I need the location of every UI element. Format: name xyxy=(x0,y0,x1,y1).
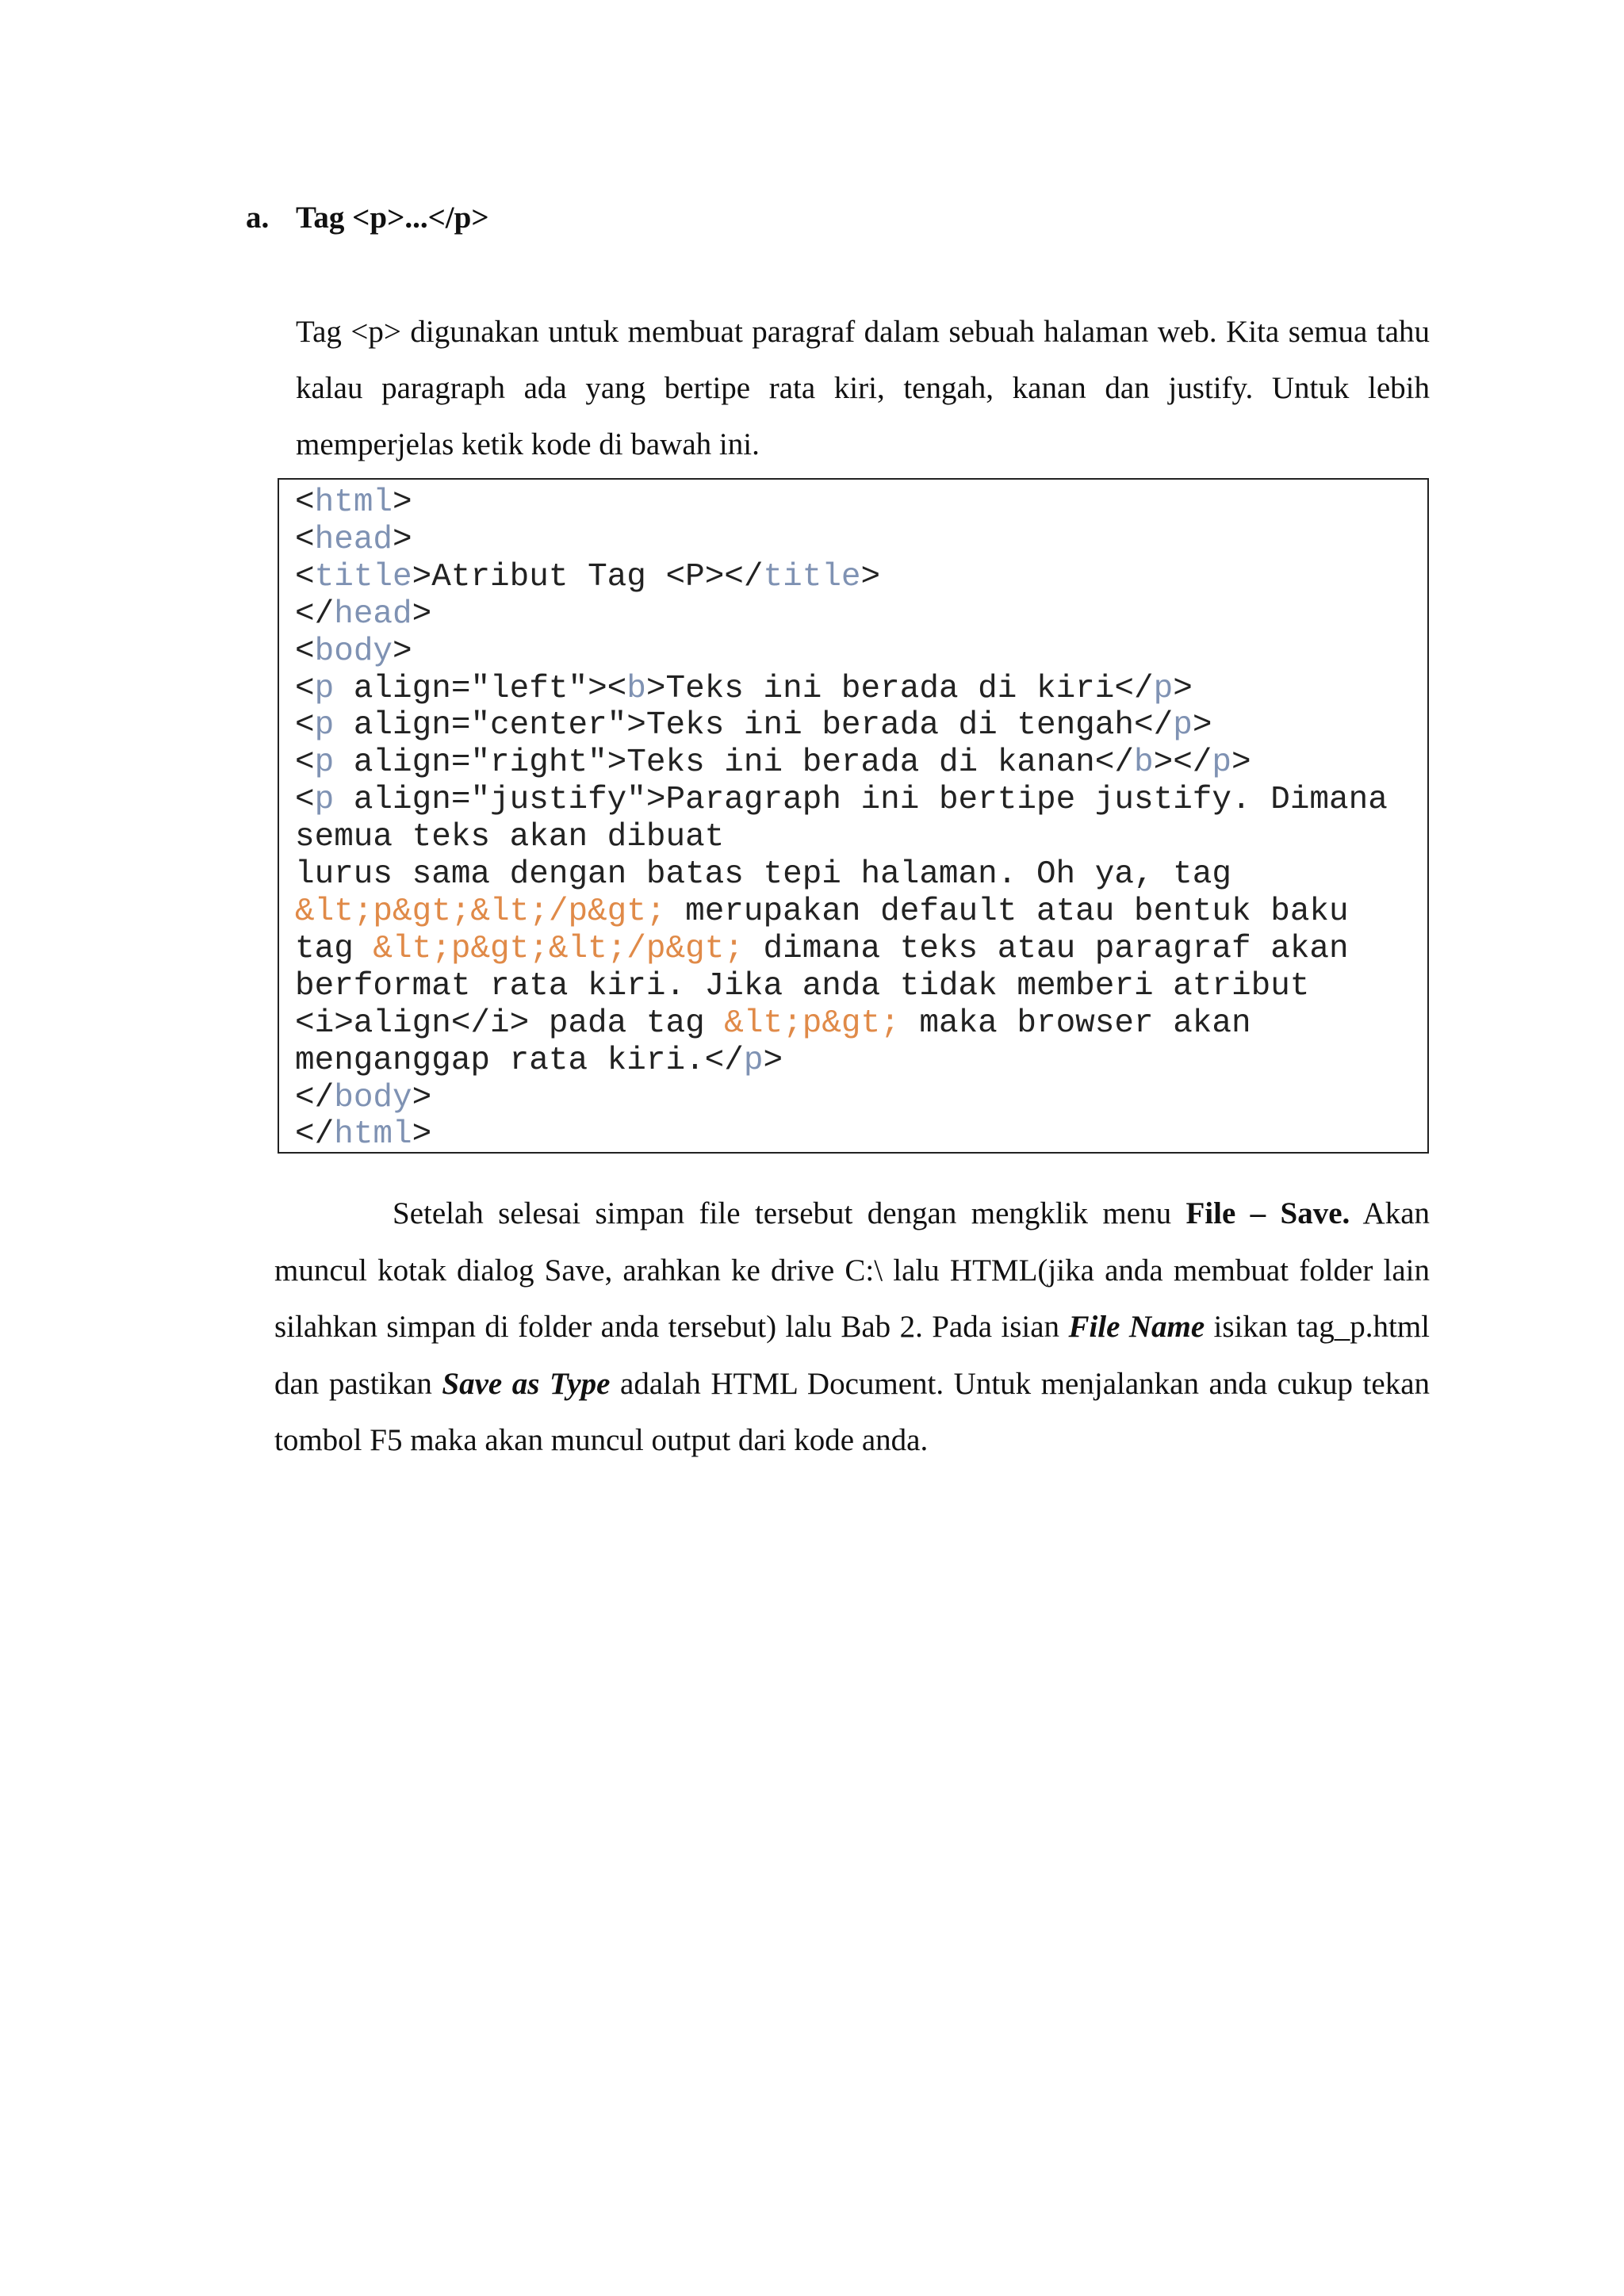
code-line: <p align="right">Teks ini berada di kanan</b></p> xyxy=(295,744,1251,782)
section-number: a. xyxy=(246,201,270,235)
code-line: <head> xyxy=(295,521,412,558)
code-line: <i>align</i> pada tag &lt;p&gt; maka browser akan xyxy=(295,1004,1251,1042)
code-text xyxy=(295,484,1427,1154)
code-line: </head> xyxy=(295,595,432,633)
code-line: lurus sama dengan batas tepi halaman. Oh ya, tag xyxy=(295,856,1231,894)
section-heading xyxy=(246,194,489,242)
section-title: Tag <p>...</p> xyxy=(296,201,489,235)
code-line: <p align="center">Teks ini berada di tengah</p> xyxy=(295,707,1212,744)
intro-paragraph: Tag <p> digunakan untuk membuat paragraf dalam sebuah halaman web. Kita semua tahu kalau paragraph ada yang bertipe rata kiri, tengah, kanan dan justify. Untuk lebih memperjelas ketik kode di bawah ini. xyxy=(296,315,1430,461)
code-line: berformat rata kiri. Jika anda tidak memberi atribut xyxy=(295,967,1310,1004)
code-line: <html> xyxy=(295,484,412,521)
code-line: </html> xyxy=(295,1116,432,1154)
code-line: tag &lt;p&gt;&lt;/p&gt; dimana teks atau paragraf akan xyxy=(295,930,1349,967)
code-line: &lt;p&gt;&lt;/p&gt; merupakan default atau bentuk baku xyxy=(295,893,1349,930)
instruction-paragraph: Setelah selesai simpan file tersebut dengan mengklik menu File – Save. Akan muncul kotak dialog Save, arahkan ke drive C:\ lalu HTML(jika anda membuat folder lain silahkan simpan di folder anda tersebut) lalu Bab 2. Pada isian File Name isikan tag_p.html dan pastikan Save as Type adalah HTML Document. Untuk menjalankan anda cukup tekan tombol F5 maka akan muncul output dari kode anda. xyxy=(274,1196,1431,1457)
field-name-file-name: File Name xyxy=(1068,1310,1205,1344)
code-line: <p align="justify">Paragraph ini bertipe justify. Dimana xyxy=(295,782,1388,819)
code-line: semua teks akan dibuat xyxy=(295,819,725,856)
code-line: <body> xyxy=(295,633,412,670)
code-listing xyxy=(278,478,1429,1154)
code-line: </body> xyxy=(295,1079,432,1116)
code-line: <p align="left"><b>Teks ini berada di kiri</p> xyxy=(295,670,1193,707)
field-name-save-as-type: Save as Type xyxy=(442,1366,611,1401)
code-line: menganggap rata kiri.</p> xyxy=(295,1042,783,1079)
code-line: <title>Atribut Tag <P></title> xyxy=(295,558,881,595)
menu-name: File – Save. xyxy=(1185,1196,1350,1230)
